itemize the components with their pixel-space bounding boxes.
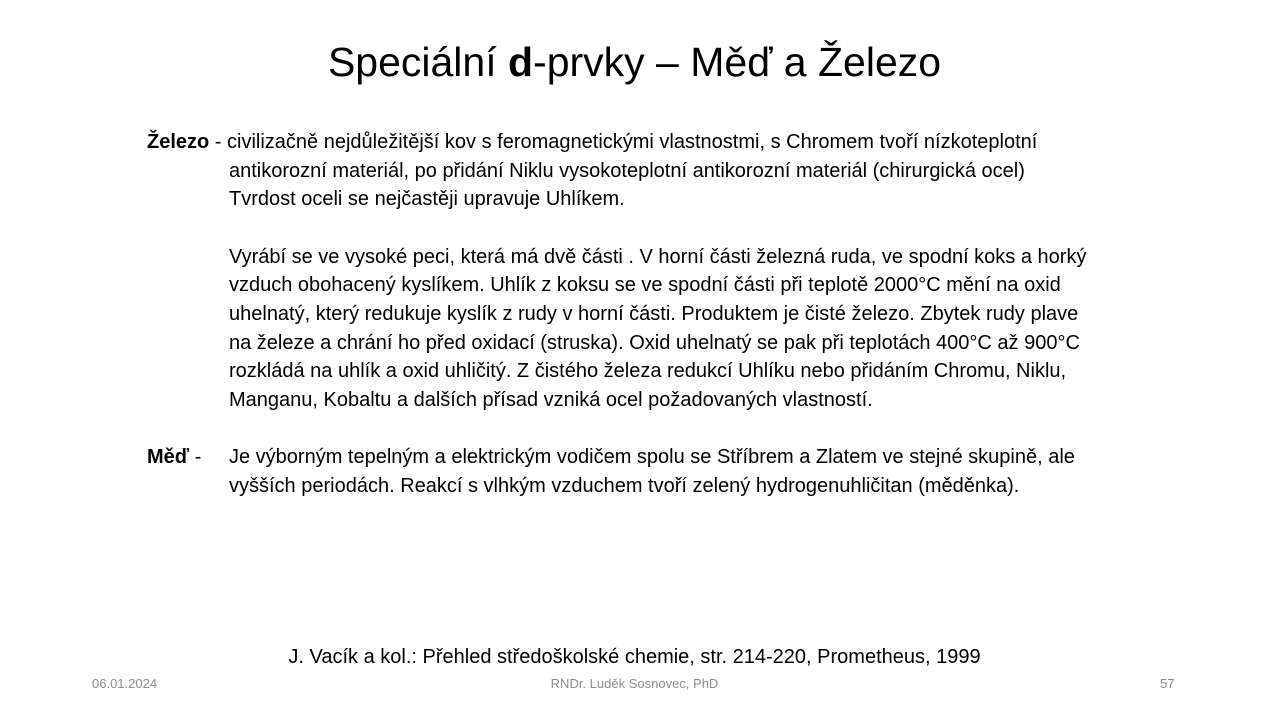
title-bold-d: d — [508, 39, 534, 85]
zelezo-production-line-6: Manganu, Kobaltu a dalších přísad vzniká ocel požadovaných vlastností. — [229, 388, 873, 411]
footer-date: 06.01.2024 — [92, 676, 158, 691]
zelezo-term: Železo — [147, 131, 210, 153]
med-line-2: vyšších periodách. Reakcí s vlhkým vzduchem tvoří zelený hydrogenuhličitan (měděnka). — [229, 474, 1020, 497]
paragraph-gap — [147, 414, 1177, 443]
footer-page-number: 57 — [1160, 676, 1175, 691]
footer-author: RNDr. Luděk Sosnovec, PhD — [550, 676, 719, 691]
reference-citation — [0, 643, 1269, 671]
zelezo-production-line-2: vzduch obohacený kyslíkem. Uhlík z koksu se ve spodní části při teplotě 2000°C mění na oxid — [229, 274, 1061, 297]
title-suffix: -prvky – Měď a Železo — [533, 39, 942, 85]
med-term: Měď — [147, 446, 190, 469]
zelezo-term-wrap — [147, 131, 227, 153]
zelezo-production-line-3: uhelnatý, který redukuje kyslík z rudy v horní části. Produktem je čisté železo. Zbytek rudy plave — [229, 302, 1079, 325]
med-description — [229, 443, 1177, 500]
zelezo-production-line-1: Vyrábí se ve vysoké peci, která má dvě části . V horní části železná ruda, ve spodní koks a horký — [229, 245, 1087, 268]
title-prefix: Speciální — [327, 39, 508, 85]
med-term-wrap — [147, 443, 229, 500]
zelezo-first-line — [147, 128, 1177, 157]
reference-text: J. Vacík a kol.: Přehled středoškolské chemie, str. 214-220, Prometheus, 1999 — [288, 646, 981, 668]
zelezo-line-2: Tvrdost oceli se nejčastěji upravuje Uhlíkem. — [229, 188, 625, 211]
slide-body — [147, 128, 1177, 501]
zelezo-production-line-5: rozkládá na uhlík a oxid uhličitý. Z čistého železa redukcí Uhlíku nebo přidáním Chromu, Niklu, — [229, 360, 1067, 383]
med-line-1: Je výborným tepelným a elektrickým vodičem spolu se Stříbrem a Zlatem ve stejné skupině, ale — [229, 446, 1075, 469]
zelezo-line-0: civilizačně nejdůležitější kov s feromagnetickými vlastnostmi, s Chromem tvoří nízkoteplotní — [227, 131, 1038, 153]
paragraph-gap — [147, 214, 1177, 243]
med-entry — [147, 443, 1177, 500]
slide-title — [0, 34, 1269, 90]
zelezo-production-line-4: na železe a chrání ho před oxidací (struska). Oxid uhelnatý se pak při teplotách 400°C až 900°C — [229, 331, 1080, 354]
zelezo-line-1: antikorozní materiál, po přidání Niklu vysokoteplotní antikorozní materiál (chirurgická ocel) — [229, 159, 1025, 182]
med-separator: - — [189, 446, 202, 469]
zelezo-separator: - — [209, 131, 228, 153]
